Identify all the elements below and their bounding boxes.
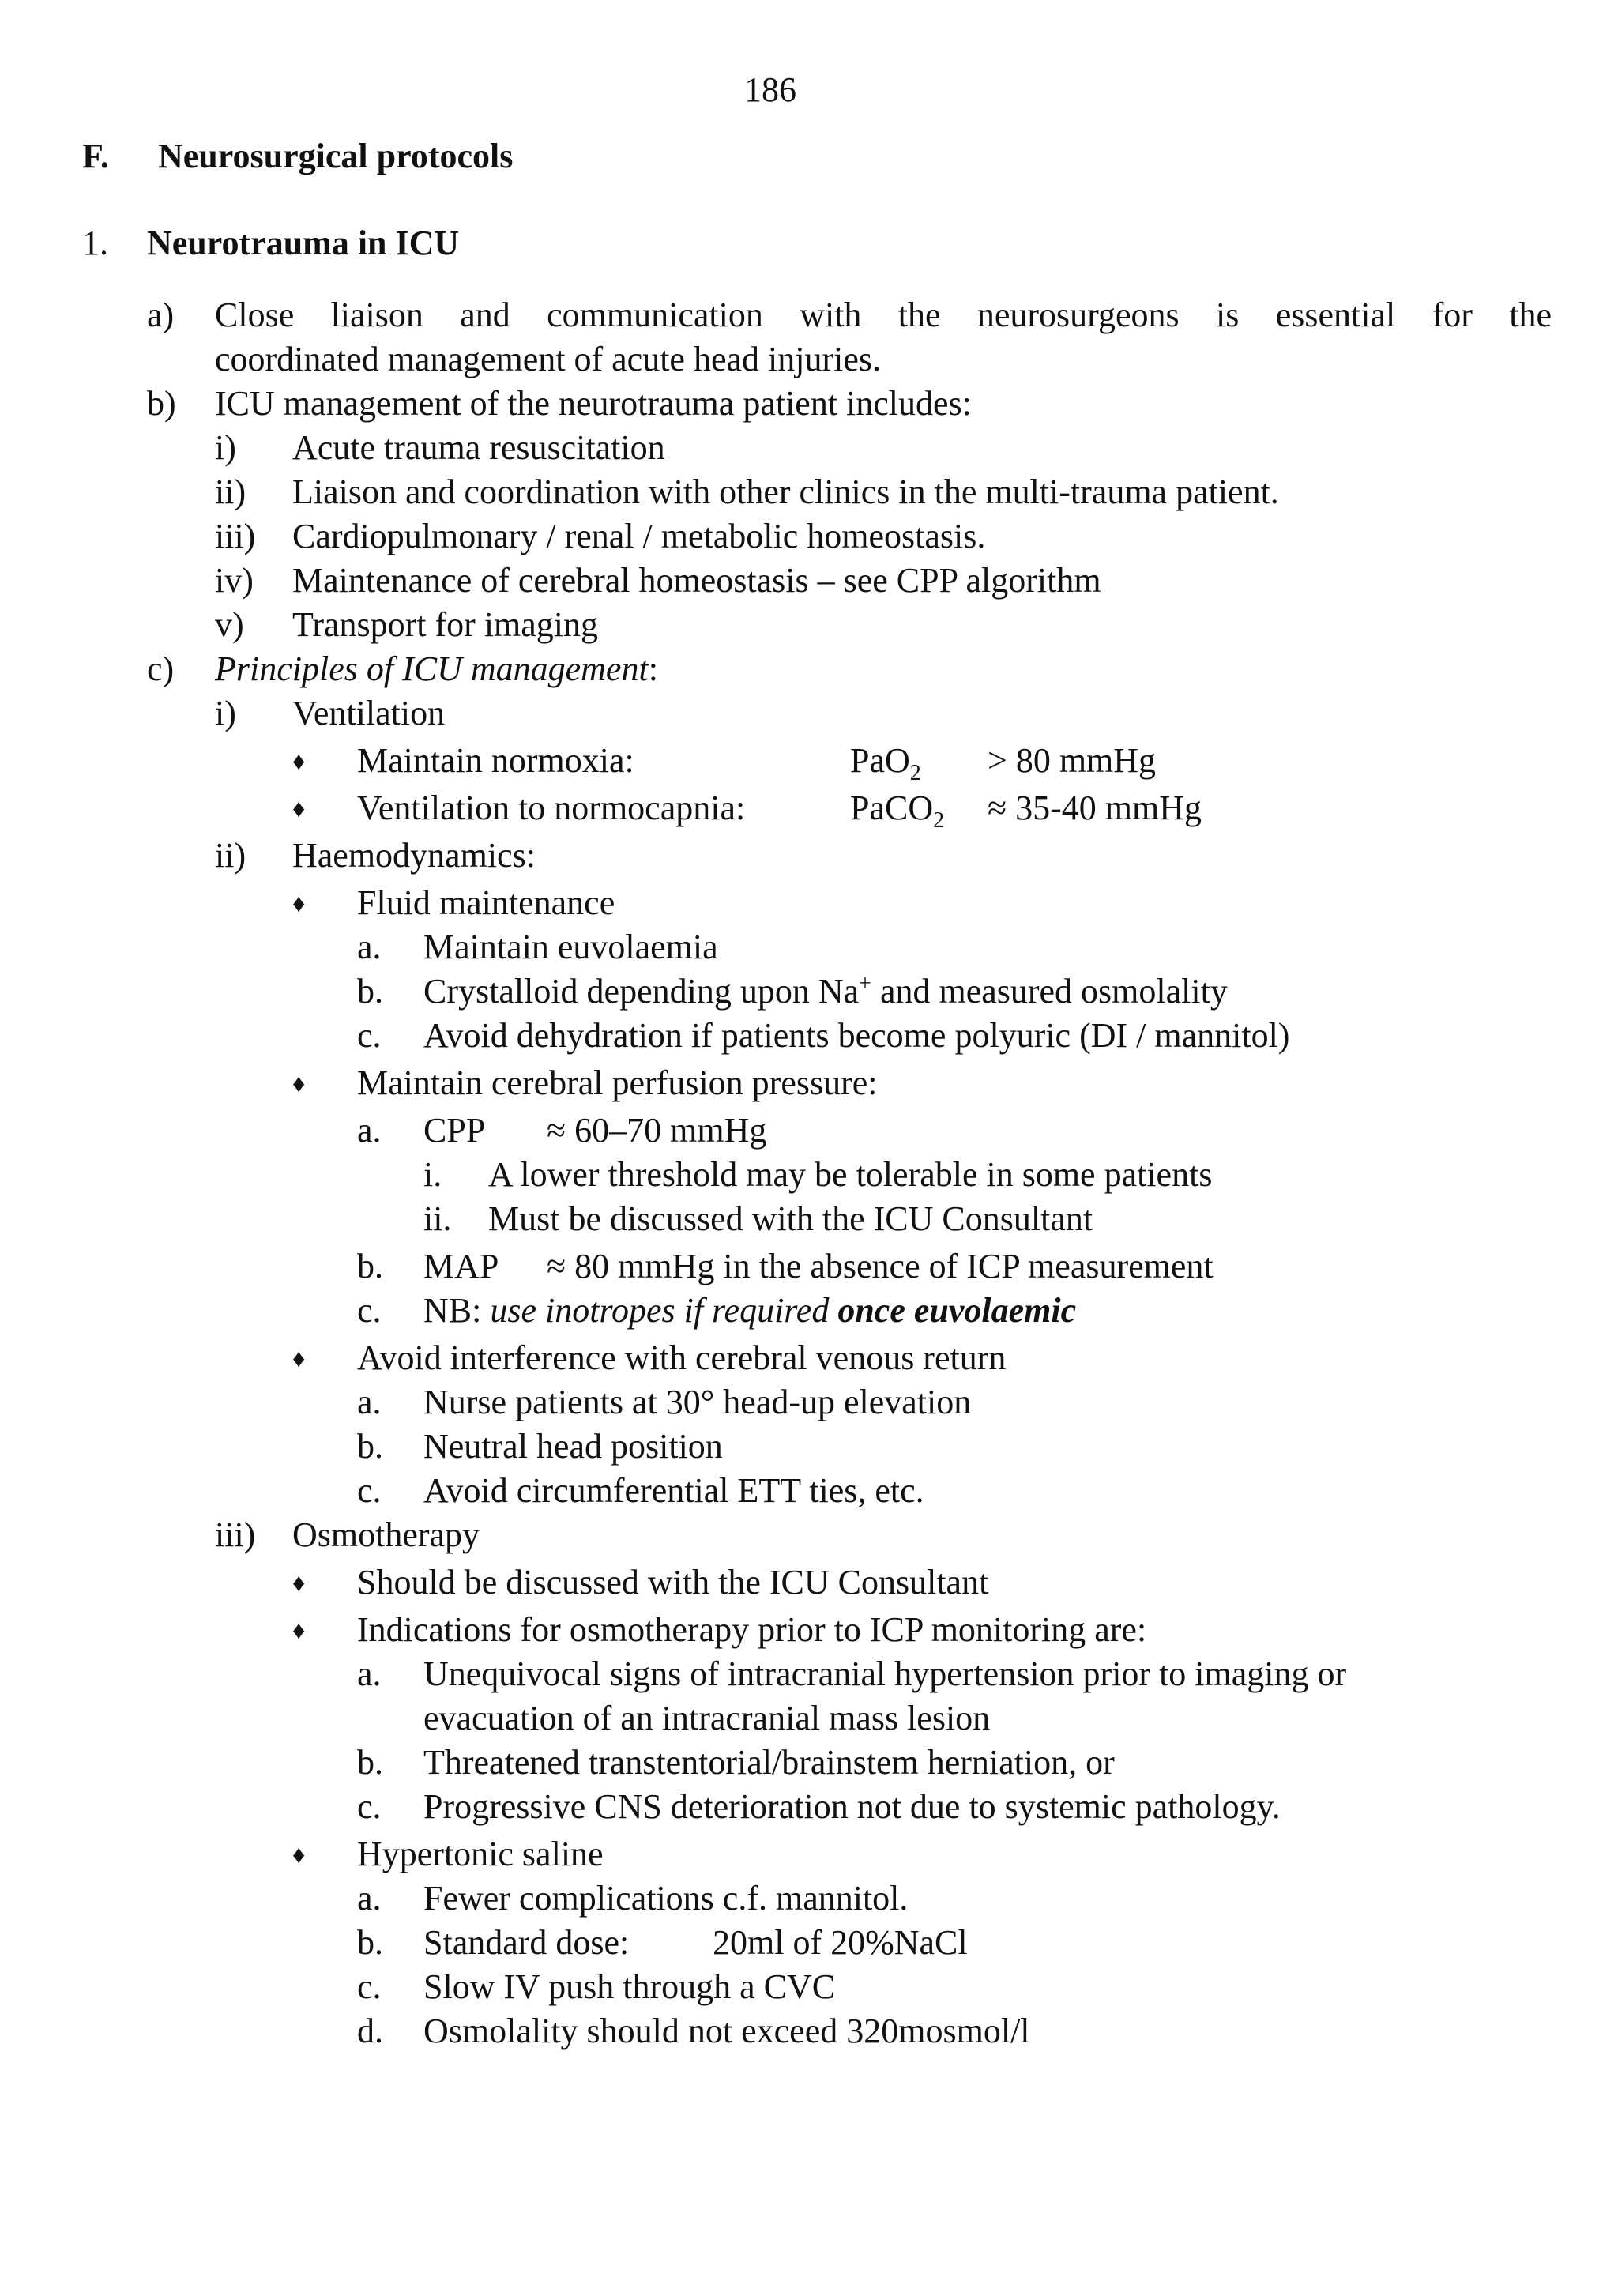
hyper-d-text: Osmolality should not exceed 320mosmol/l <box>423 2012 1030 2050</box>
item-b-iii-marker: iii) <box>215 517 256 555</box>
ind-c-marker: c. <box>357 1787 382 1826</box>
item-c-marker: c) <box>147 649 175 688</box>
item-b-iii-text: Cardiopulmonary / renal / metabolic homeostasis. <box>292 517 986 555</box>
hyper-a-text: Fewer complications c.f. mannitol. <box>423 1879 909 1918</box>
cpp-b-marker: b. <box>357 1247 383 1285</box>
cpp-a-i-marker: i. <box>423 1155 442 1194</box>
item-b-ii-marker: ii) <box>215 472 246 511</box>
ventilation-title: Ventilation <box>292 694 446 732</box>
section-title: Neurosurgical protocols <box>158 137 514 175</box>
item-b-i-text: Acute trauma resuscitation <box>292 428 665 467</box>
hyper-c-marker: c. <box>357 1967 382 2006</box>
osmo-marker: iii) <box>215 1515 256 1554</box>
venous-c-marker: c. <box>357 1471 382 1510</box>
item-b-v-marker: v) <box>215 605 244 644</box>
vent-row-2-value: ≈ 35-40 mmHg <box>988 789 1202 827</box>
hyper-b-value: 20ml of 20%NaCl <box>713 1923 968 1962</box>
pao2-text: PaO <box>850 741 910 780</box>
fluid-a-marker: a. <box>357 928 382 966</box>
item-b-text: ICU management of the neurotrauma patient includes: <box>215 384 972 423</box>
cpp-a-i-text: A lower threshold may be tolerable in some patients <box>488 1155 1213 1194</box>
item-a-line2: coordinated management of acute head injuries. <box>215 340 881 378</box>
diamond-bullet-icon: ♦ <box>292 747 306 775</box>
venous-c-text: Avoid circumferential ETT ties, etc. <box>423 1471 924 1510</box>
diamond-bullet-icon: ♦ <box>292 1344 306 1372</box>
item-c-colon: : <box>648 649 658 688</box>
venous-title: Avoid interference with cerebral venous return <box>357 1338 1007 1377</box>
ind-a-marker: a. <box>357 1654 382 1693</box>
ind-c-text: Progressive CNS deterioration not due to systemic pathology. <box>423 1787 1281 1826</box>
osmo-bullet-2: Indications for osmotherapy prior to ICP monitoring are: <box>357 1610 1147 1649</box>
fluid-c-text: Avoid dehydration if patients become polyuric (DI / mannitol) <box>423 1016 1290 1055</box>
fluid-c-marker: c. <box>357 1016 382 1055</box>
hyper-c-text: Slow IV push through a CVC <box>423 1967 836 2006</box>
item-a-marker: a) <box>147 295 175 334</box>
vent-row-1-param <box>850 739 921 783</box>
pao2-subscript: 2 <box>909 760 921 785</box>
haemo-marker: ii) <box>215 836 246 875</box>
ind-a-line1: Unequivocal signs of intracranial hypertension prior to imaging or <box>423 1654 1347 1693</box>
vent-row-1-value: > 80 mmHg <box>988 741 1157 780</box>
cpp-a-label: CPP <box>423 1111 486 1150</box>
subsection-number: 1. <box>82 224 108 262</box>
hyper-b-label: Standard dose: <box>423 1923 630 1962</box>
cpp-c-pre: NB: <box>423 1291 491 1330</box>
haemo-title: Haemodynamics: <box>292 836 536 875</box>
cpp-c-italic: use inotropes if required <box>490 1291 838 1330</box>
diamond-bullet-icon: ♦ <box>292 889 306 917</box>
diamond-bullet-icon: ♦ <box>292 1616 306 1644</box>
item-b-marker: b) <box>147 384 176 423</box>
item-b-iv-text: Maintenance of cerebral homeostasis – see CPP algorithm <box>292 561 1101 600</box>
item-b-i-marker: i) <box>215 428 236 467</box>
cpp-c-text <box>423 1289 1076 1333</box>
cpp-title: Maintain cerebral perfusion pressure: <box>357 1063 878 1102</box>
cpp-a-marker: a. <box>357 1111 382 1150</box>
cpp-b-value: ≈ 80 mmHg in the absence of ICP measurement <box>547 1247 1214 1285</box>
cpp-c-marker: c. <box>357 1291 382 1330</box>
vent-row-2-param <box>850 786 945 833</box>
diamond-bullet-icon: ♦ <box>292 794 306 822</box>
paco2-subscript: 2 <box>933 807 945 833</box>
venous-b-text: Neutral head position <box>423 1427 723 1466</box>
venous-a-marker: a. <box>357 1383 382 1421</box>
item-a-line1: Close liaison and communication with the neurosurgeons is essential for the <box>215 295 1552 334</box>
hyper-b-marker: b. <box>357 1923 383 1962</box>
fluid-b-marker: b. <box>357 972 383 1011</box>
diamond-bullet-icon: ♦ <box>292 1840 306 1869</box>
venous-b-marker: b. <box>357 1427 383 1466</box>
paco2-text: PaCO <box>850 789 934 827</box>
hyper-d-marker: d. <box>357 2012 383 2050</box>
cpp-c-bold-italic: once euvolaemic <box>837 1291 1077 1330</box>
subsection-title: Neurotrauma in ICU <box>147 224 460 262</box>
cpp-a-value: ≈ 60–70 mmHg <box>547 1111 767 1150</box>
cpp-a-ii-text: Must be discussed with the ICU Consultant <box>488 1199 1093 1238</box>
item-c-heading <box>215 647 658 691</box>
osmo-title: Osmotherapy <box>292 1515 480 1554</box>
vent-row-1-label: Maintain normoxia: <box>357 741 634 780</box>
ind-a-line2: evacuation of an intracranial mass lesion <box>423 1699 991 1737</box>
item-b-ii-text: Liaison and coordination with other clinics in the multi-trauma patient. <box>292 472 1279 511</box>
item-c-text: Principles of ICU management <box>215 649 649 688</box>
item-b-v-text: Transport for imaging <box>292 605 599 644</box>
fluid-b-pre: Crystalloid depending upon Na <box>423 972 860 1011</box>
fluid-title: Fluid maintenance <box>357 883 615 922</box>
diamond-bullet-icon: ♦ <box>292 1069 306 1097</box>
page-number: 186 <box>744 70 796 109</box>
na-superscript: + <box>859 971 871 996</box>
fluid-b-text <box>423 969 1228 1014</box>
diamond-bullet-icon: ♦ <box>292 1568 306 1597</box>
ind-b-marker: b. <box>357 1743 383 1782</box>
section-letter: F. <box>82 137 109 175</box>
cpp-b-label: MAP <box>423 1247 499 1285</box>
fluid-a-text: Maintain euvolaemia <box>423 928 718 966</box>
item-b-iv-marker: iv) <box>215 561 254 600</box>
vent-row-2-label: Ventilation to normocapnia: <box>357 789 746 827</box>
cpp-a-ii-marker: ii. <box>423 1199 452 1238</box>
fluid-b-post: and measured osmolality <box>871 972 1228 1011</box>
osmo-bullet-1: Should be discussed with the ICU Consultant <box>357 1563 989 1602</box>
ind-b-text: Threatened transtentorial/brainstem herniation, or <box>423 1743 1115 1782</box>
ventilation-marker: i) <box>215 694 236 732</box>
hypertonic-title: Hypertonic saline <box>357 1835 604 1873</box>
hyper-a-marker: a. <box>357 1879 382 1918</box>
venous-a-text: Nurse patients at 30° head-up elevation <box>423 1383 972 1421</box>
